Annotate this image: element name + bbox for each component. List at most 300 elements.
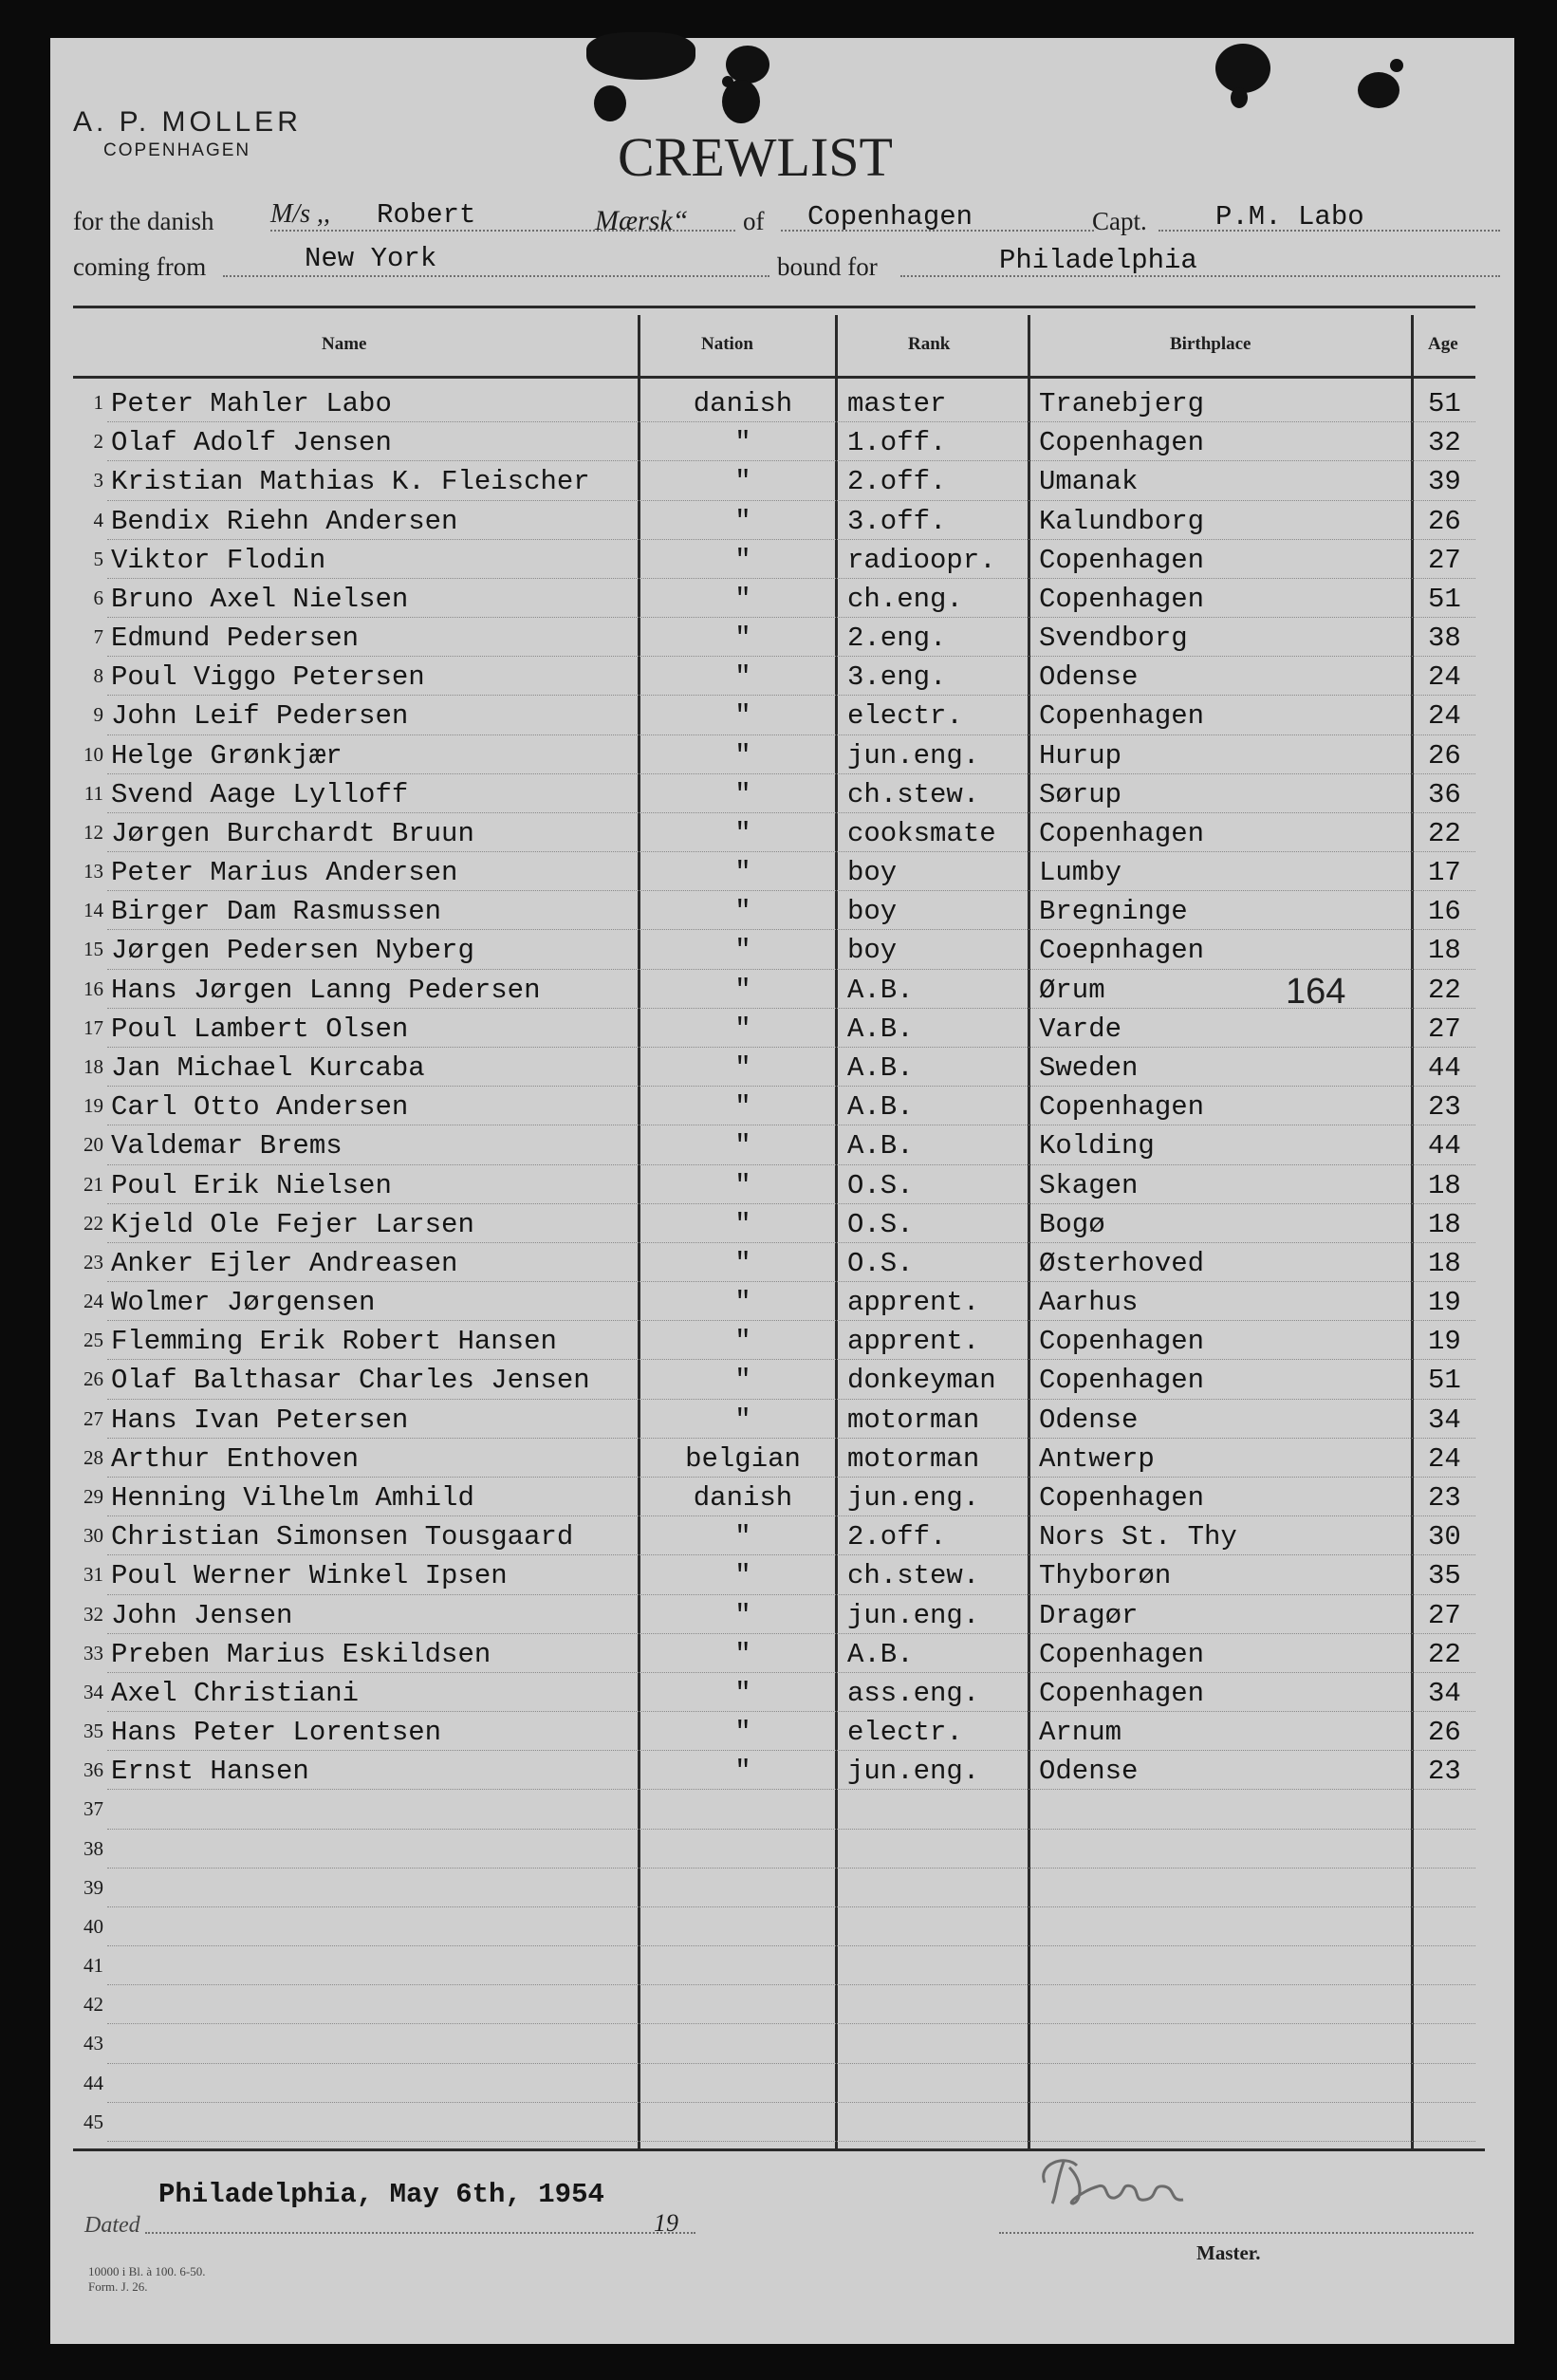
crew-rank-cell: master [847,388,947,419]
row-rule [107,1399,1475,1400]
dated-label: Dated [84,2213,140,2238]
crew-name-cell: Poul Lambert Olsen [111,1013,409,1045]
crew-birthplace-cell: Kalundborg [1039,505,1205,537]
crew-rank-cell: O.S. [847,1247,914,1279]
crew-name-cell: Kristian Mathias K. Fleischer [111,466,590,498]
row-rule [107,1086,1475,1087]
crew-rank-cell: jun.eng. [847,1599,980,1631]
crew-nation-cell: " [734,1521,751,1553]
crew-nation-cell: " [734,1599,751,1631]
crew-age-cell: 23 [1428,1481,1461,1514]
crew-name-cell: Kjeld Ole Fejer Larsen [111,1208,474,1240]
crew-rank-cell: boy [847,857,898,889]
row-rule [107,2102,1475,2103]
crew-name-cell: Axel Christiani [111,1677,360,1709]
row-rule [107,1359,1475,1360]
crew-name-cell: Poul Erik Nielsen [111,1169,392,1201]
crew-age-cell: 26 [1428,739,1461,772]
crew-rank-cell: donkeyman [847,1365,996,1397]
row-number: 4 [93,508,103,531]
row-rule [107,969,1475,970]
crew-age-cell: 19 [1428,1287,1461,1319]
ink-blot [722,80,760,123]
row-number: 39 [83,1875,103,1899]
signature-dotline [999,2232,1474,2234]
crew-nation-cell: " [734,1287,751,1319]
row-number: 31 [83,1563,103,1587]
crew-rank-cell: A.B. [847,1638,914,1670]
crew-nation-cell: danish [693,1481,793,1514]
table-header-rule [73,376,1475,379]
crew-nation-cell: " [734,1013,751,1045]
company-name: A. P. MOLLER [73,106,302,138]
ink-blot [594,85,626,121]
ink-blot [1231,87,1248,108]
crew-birthplace-cell: Skagen [1039,1169,1139,1201]
row-rule [107,1047,1475,1048]
crew-birthplace-cell: Copenhagen [1039,1326,1205,1358]
row-number: 24 [83,1290,103,1313]
crew-rank-cell: ass.eng. [847,1677,980,1709]
crewlist-sheet [50,38,1514,2344]
row-number: 35 [83,1720,103,1743]
col-header-age: Age [1428,334,1458,354]
of-label: of [743,207,765,235]
crew-birthplace-cell: Thyborøn [1039,1560,1172,1592]
col-divider-rank [1028,315,1030,2148]
row-rule [107,1829,1475,1830]
crew-name-cell: Poul Werner Winkel Ipsen [111,1560,508,1592]
crew-rank-cell: ch.eng. [847,583,963,615]
row-number: 30 [83,1524,103,1548]
row-number: 33 [83,1641,103,1664]
crew-birthplace-cell: Coepnhagen [1039,935,1205,967]
vessel-name-2: Mærsk“ [595,205,689,236]
crew-age-cell: 22 [1428,1638,1461,1670]
row-number: 41 [83,1954,103,1978]
from-dotline [223,275,769,277]
capt-label: Capt. [1092,207,1147,235]
row-number: 27 [83,1406,103,1430]
crew-nation-cell: danish [693,388,793,419]
row-rule [107,1633,1475,1634]
ink-blot [1215,44,1270,93]
crew-birthplace-cell: Copenhagen [1039,583,1205,615]
crew-rank-cell: apprent. [847,1326,980,1358]
row-number: 34 [83,1680,103,1703]
row-rule [107,500,1475,501]
row-rule [107,2141,1475,2142]
row-number: 9 [93,703,103,727]
row-rule [107,1515,1475,1516]
crew-age-cell: 23 [1428,1091,1461,1124]
crew-name-cell: Jørgen Burchardt Bruun [111,817,474,849]
crew-age-cell: 36 [1428,778,1461,810]
footer-place-date: Philadelphia, May 6th, 1954 [158,2179,604,2210]
row-rule [107,1203,1475,1204]
year-label: 19 [654,2209,678,2237]
crew-name-cell: Henning Vilhelm Amhild [111,1481,474,1514]
port-value: Copenhagen [807,201,973,232]
crew-rank-cell: ch.stew. [847,1560,980,1592]
crew-age-cell: 24 [1428,1442,1461,1475]
row-rule [107,1164,1475,1165]
row-number: 38 [83,1836,103,1860]
crew-name-cell: Valdemar Brems [111,1130,343,1162]
crew-nation-cell: " [734,935,751,967]
crew-rank-cell: A.B. [847,974,914,1006]
crew-age-cell: 34 [1428,1677,1461,1709]
crew-name-cell: Ernst Hansen [111,1756,309,1788]
crew-rank-cell: O.S. [847,1169,914,1201]
row-rule [107,578,1475,579]
crew-rank-cell: boy [847,896,898,928]
crew-nation-cell: " [734,1208,751,1240]
row-rule [107,1906,1475,1907]
crew-birthplace-cell: Odense [1039,661,1139,694]
crew-nation-cell: " [734,1404,751,1436]
crew-nation-cell: " [734,1638,751,1670]
crew-birthplace-cell: Hurup [1039,739,1122,772]
row-number: 28 [83,1445,103,1469]
crew-age-cell: 27 [1428,1013,1461,1045]
row-rule [107,2023,1475,2024]
crew-rank-cell: 3.eng. [847,661,947,694]
row-rule [107,773,1475,774]
vessel-prefix: M/s ,, [270,199,330,229]
crew-rank-cell: electr. [847,700,963,733]
crew-rank-cell: motorman [847,1404,980,1436]
row-number: 16 [83,976,103,1000]
crew-nation-cell: " [734,1717,751,1749]
row-rule [107,1672,1475,1673]
crew-nation-cell: " [734,466,751,498]
col-header-name: Name [322,334,367,354]
crew-age-cell: 51 [1428,583,1461,615]
crew-nation-cell: " [734,1052,751,1085]
crew-birthplace-cell: Umanak [1039,466,1139,498]
crew-nation-cell: " [734,739,751,772]
row-rule [107,1868,1475,1869]
crew-birthplace-cell: Østerhoved [1039,1247,1205,1279]
crew-name-cell: Hans Peter Lorentsen [111,1717,442,1749]
row-number: 1 [93,391,103,414]
crew-birthplace-cell: Lumby [1039,857,1122,889]
crew-age-cell: 27 [1428,1599,1461,1631]
row-rule [107,1945,1475,1946]
crew-age-cell: 24 [1428,700,1461,733]
crew-birthplace-cell: Sørup [1039,778,1122,810]
col-header-nation: Nation [701,334,753,354]
row-number: 7 [93,625,103,649]
row-number: 36 [83,1758,103,1782]
crew-age-cell: 22 [1428,974,1461,1006]
crew-rank-cell: 2.off. [847,466,947,498]
crew-rank-cell: jun.eng. [847,739,980,772]
row-number: 8 [93,664,103,688]
row-number: 6 [93,586,103,609]
row-number: 45 [83,2110,103,2133]
col-divider-nation [835,315,838,2148]
crew-name-cell: Wolmer Jørgensen [111,1287,376,1319]
row-number: 10 [83,742,103,766]
crew-rank-cell: jun.eng. [847,1481,980,1514]
crew-name-cell: Helge Grønkjær [111,739,343,772]
row-number: 13 [83,860,103,883]
row-rule [107,1281,1475,1282]
crew-rank-cell: radioopr. [847,544,996,576]
company-city: COPENHAGEN [103,140,251,160]
crew-rank-cell: A.B. [847,1130,914,1162]
col-header-rank: Rank [908,334,951,354]
row-rule [107,1711,1475,1712]
crew-age-cell: 44 [1428,1052,1461,1085]
crew-birthplace-cell: Arnum [1039,1717,1122,1749]
captain-value: P.M. Labo [1215,201,1364,232]
row-number: 18 [83,1055,103,1079]
row-rule [107,421,1475,422]
crew-name-cell: Birger Dam Rasmussen [111,896,442,928]
crew-nation-cell: " [734,544,751,576]
crew-birthplace-cell: Copenhagen [1039,1677,1205,1709]
crew-name-cell: Olaf Adolf Jensen [111,427,392,459]
crew-name-cell: Anker Ejler Andreasen [111,1247,458,1279]
row-number: 3 [93,469,103,493]
row-number: 43 [83,2032,103,2055]
crew-age-cell: 32 [1428,427,1461,459]
crew-birthplace-cell: Varde [1039,1013,1122,1045]
crew-age-cell: 30 [1428,1521,1461,1553]
to-dotline [900,275,1500,277]
crew-name-cell: Preben Marius Eskildsen [111,1638,491,1670]
row-number: 23 [83,1250,103,1274]
for-label: for the danish [73,207,214,235]
from-value: New York [305,243,437,274]
row-number: 2 [93,430,103,454]
crew-nation-cell: " [734,700,751,733]
crew-rank-cell: A.B. [847,1091,914,1124]
crew-age-cell: 19 [1428,1326,1461,1358]
row-number: 37 [83,1797,103,1821]
row-rule [107,1477,1475,1478]
crew-name-cell: Carl Otto Andersen [111,1091,409,1124]
crew-age-cell: 24 [1428,661,1461,694]
crew-birthplace-cell: Copenhagen [1039,1365,1205,1397]
crew-age-cell: 39 [1428,466,1461,498]
crew-rank-cell: 3.off. [847,505,947,537]
table-top-rule [73,306,1475,308]
crew-age-cell: 38 [1428,623,1461,655]
row-rule [107,460,1475,461]
row-rule [107,539,1475,540]
crew-name-cell: Svend Aage Lylloff [111,778,409,810]
vessel-name: Robert [377,199,476,231]
crew-birthplace-cell: Copenhagen [1039,817,1205,849]
crew-birthplace-cell: Odense [1039,1404,1139,1436]
crew-age-cell: 34 [1428,1404,1461,1436]
crew-birthplace-cell: Aarhus [1039,1287,1139,1319]
ink-blot [1390,59,1403,72]
row-number: 21 [83,1172,103,1196]
crew-name-cell: Viktor Flodin [111,544,326,576]
crew-rank-cell: 2.off. [847,1521,947,1553]
row-rule [107,929,1475,930]
row-rule [107,2063,1475,2064]
crew-name-cell: John Jensen [111,1599,293,1631]
row-number: 20 [83,1133,103,1157]
row-number: 15 [83,938,103,961]
crew-nation-cell: " [734,623,751,655]
crew-name-cell: Jan Michael Kurcaba [111,1052,425,1085]
crew-age-cell: 18 [1428,1208,1461,1240]
row-rule [107,1789,1475,1790]
crew-age-cell: 44 [1428,1130,1461,1162]
crew-rank-cell: O.S. [847,1208,914,1240]
crew-name-cell: Arthur Enthoven [111,1442,360,1475]
crew-name-cell: Bendix Riehn Andersen [111,505,458,537]
coming-label: coming from [73,252,207,281]
crew-nation-cell: " [734,857,751,889]
crew-nation-cell: " [734,1365,751,1397]
row-rule [107,1320,1475,1321]
crew-nation-cell: belgian [685,1442,801,1475]
row-number: 11 [83,781,103,805]
crew-nation-cell: " [734,778,751,810]
row-rule [107,1242,1475,1243]
crew-birthplace-cell: Svendborg [1039,623,1188,655]
crew-name-cell: Jørgen Pedersen Nyberg [111,935,474,967]
crew-nation-cell: " [734,1130,751,1162]
row-rule [107,890,1475,891]
crew-age-cell: 16 [1428,896,1461,928]
form-line-2: Form. J. 26. [88,2279,148,2294]
ink-blot [1358,72,1399,108]
form-line-1: 10000 i Bl. à 100. 6-50. [88,2264,206,2278]
crew-birthplace-cell: Copenhagen [1039,427,1205,459]
crew-nation-cell: " [734,1091,751,1124]
crew-nation-cell: " [734,1756,751,1788]
crew-nation-cell: " [734,974,751,1006]
row-number: 17 [83,1015,103,1039]
crew-age-cell: 18 [1428,1169,1461,1201]
row-number: 5 [93,547,103,570]
crew-name-cell: Edmund Pedersen [111,623,360,655]
crew-name-cell: Hans Ivan Petersen [111,1404,409,1436]
crew-rank-cell: motorman [847,1442,980,1475]
row-number: 14 [83,899,103,922]
crew-age-cell: 22 [1428,817,1461,849]
crew-birthplace-cell: Copenhagen [1039,700,1205,733]
crew-name-cell: Peter Mahler Labo [111,388,392,419]
crew-rank-cell: cooksmate [847,817,996,849]
row-number: 44 [83,2071,103,2094]
crew-birthplace-cell: Dragør [1039,1599,1139,1631]
crew-name-cell: Peter Marius Andersen [111,857,458,889]
crew-birthplace-cell: Copenhagen [1039,1091,1205,1124]
crew-nation-cell: " [734,661,751,694]
crew-birthplace-cell: Ørum [1039,974,1105,1006]
crew-birthplace-cell: Antwerp [1039,1442,1155,1475]
col-divider-name [638,315,640,2148]
crew-rank-cell: A.B. [847,1013,914,1045]
crew-rank-cell: boy [847,935,898,967]
crew-name-cell: Bruno Axel Nielsen [111,583,409,615]
row-number: 25 [83,1329,103,1352]
crew-nation-cell: " [734,505,751,537]
crew-nation-cell: " [734,1677,751,1709]
row-rule [107,812,1475,813]
handwritten-annotation: 164 [1286,972,1346,1012]
row-number: 22 [83,1211,103,1235]
row-rule [107,1984,1475,1985]
row-number: 19 [83,1094,103,1118]
crew-rank-cell: 1.off. [847,427,947,459]
crew-birthplace-cell: Nors St. Thy [1039,1521,1237,1553]
ink-blot [586,32,695,80]
crew-birthplace-cell: Copenhagen [1039,1481,1205,1514]
crew-rank-cell: A.B. [847,1052,914,1085]
crew-nation-cell: " [734,1326,751,1358]
crew-age-cell: 35 [1428,1560,1461,1592]
crew-nation-cell: " [734,1560,751,1592]
row-rule [107,695,1475,696]
crew-age-cell: 26 [1428,505,1461,537]
to-value: Philadelphia [999,245,1197,276]
crew-birthplace-cell: Bregninge [1039,896,1188,928]
crew-name-cell: Hans Jørgen Lanng Pedersen [111,974,541,1006]
crew-birthplace-cell: Tranebjerg [1039,388,1205,419]
row-rule [107,1008,1475,1009]
crew-rank-cell: apprent. [847,1287,980,1319]
row-rule [107,617,1475,618]
bound-label: bound for [777,252,878,281]
crew-nation-cell: " [734,817,751,849]
crew-nation-cell: " [734,1169,751,1201]
row-rule [107,1594,1475,1595]
master-label: Master. [1196,2241,1261,2264]
crew-name-cell: Olaf Balthasar Charles Jensen [111,1365,590,1397]
crew-age-cell: 51 [1428,388,1461,419]
crew-name-cell: Flemming Erik Robert Hansen [111,1326,557,1358]
crew-birthplace-cell: Copenhagen [1039,1638,1205,1670]
dated-dotline [145,2232,695,2234]
crew-rank-cell: ch.stew. [847,778,980,810]
crew-birthplace-cell: Copenhagen [1039,544,1205,576]
row-number: 26 [83,1367,103,1391]
col-header-birthplace: Birthplace [1170,334,1251,354]
crew-age-cell: 23 [1428,1756,1461,1788]
crew-name-cell: Poul Viggo Petersen [111,661,425,694]
row-number: 12 [83,820,103,844]
master-signature [1028,2145,1227,2221]
row-rule [107,656,1475,657]
page-title: CREWLIST [618,126,893,188]
row-rule [107,734,1475,735]
crew-nation-cell: " [734,427,751,459]
row-rule [107,1438,1475,1439]
crew-name-cell: John Leif Pedersen [111,700,409,733]
crew-rank-cell: electr. [847,1717,963,1749]
crew-birthplace-cell: Odense [1039,1756,1139,1788]
crew-age-cell: 26 [1428,1717,1461,1749]
col-divider-birthplace [1411,315,1414,2148]
row-rule [107,851,1475,852]
crew-name-cell: Christian Simonsen Tousgaard [111,1521,574,1553]
crew-rank-cell: jun.eng. [847,1756,980,1788]
crew-age-cell: 27 [1428,544,1461,576]
crew-age-cell: 18 [1428,935,1461,967]
crew-age-cell: 51 [1428,1365,1461,1397]
